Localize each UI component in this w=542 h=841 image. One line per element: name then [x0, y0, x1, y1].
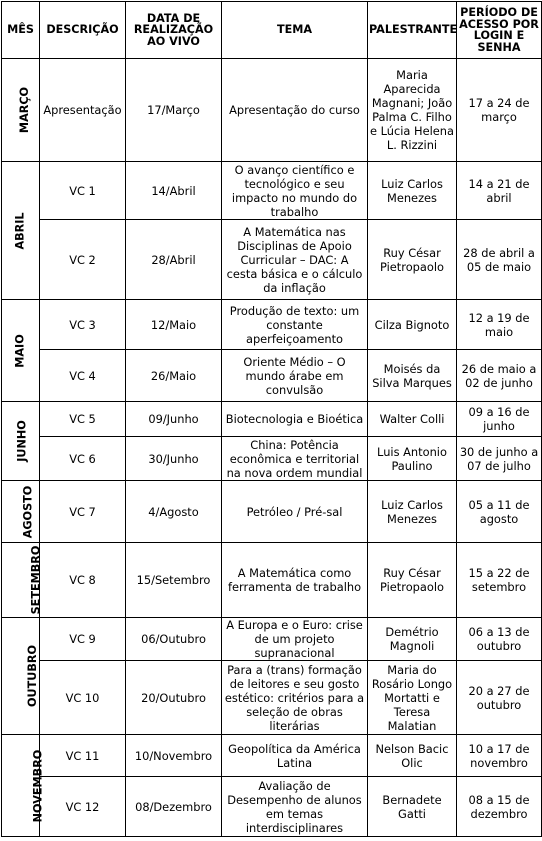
cell-palestrante: Walter Colli [368, 402, 457, 437]
cell-descricao: VC 5 [40, 402, 126, 437]
cell-periodo: 20 a 27 de outubro [457, 661, 542, 735]
cell-tema: China: Potência econômica e territorial na nova ordem mundial [222, 437, 368, 481]
month-label: OUTUBRO [25, 645, 39, 707]
cell-periodo: 28 de abril a 05 de maio [457, 220, 542, 300]
month-label: MARÇO [18, 86, 32, 134]
cell-data: 20/Outubro [126, 661, 222, 735]
cell-periodo: 12 a 19 de maio [457, 300, 542, 350]
cell-descricao: VC 1 [40, 162, 126, 220]
month-cell-abril [2, 162, 40, 300]
header-periodo: PERÍODO DE ACESSO POR LOGIN E SENHA [457, 2, 542, 59]
cell-periodo: 30 de junho a 07 de julho [457, 437, 542, 481]
month-cell-marco [2, 59, 40, 162]
table-row [2, 661, 542, 735]
cell-data: 12/Maio [126, 300, 222, 350]
month-cell-novembro [2, 735, 45, 837]
table-row [2, 777, 542, 837]
cell-descricao: VC 4 [40, 350, 126, 402]
cell-descricao: VC 12 [40, 777, 126, 837]
cell-data: 14/Abril [126, 162, 222, 220]
cell-palestrante: Demétrio Magnoli [368, 618, 457, 661]
cell-tema: Petróleo / Pré-sal [222, 481, 368, 543]
table-row [2, 300, 542, 350]
cell-tema: Para a (trans) formação de leitores e seu gosto estético: critérios para a seleção de obras literárias [222, 661, 368, 735]
month-cell-setembro [2, 543, 43, 618]
cell-periodo: 14 a 21 de abril [457, 162, 542, 220]
table-row [2, 618, 542, 661]
month-label: ABRIL [13, 211, 27, 250]
month-label: AGOSTO [21, 485, 35, 538]
cell-periodo: 10 a 17 de novembro [457, 735, 542, 777]
cell-tema: Biotecnologia e Bioética [222, 402, 368, 437]
cell-periodo: 26 de maio a 02 de junho [457, 350, 542, 402]
cell-descricao: VC 7 [40, 481, 126, 543]
cell-data: 4/Agosto [126, 481, 222, 543]
table-row [2, 162, 542, 220]
cell-palestrante: Moisés da Silva Marques [368, 350, 457, 402]
month-label: JUNHO [15, 420, 29, 462]
month-cell-junho [2, 402, 40, 481]
month-cell-maio [2, 300, 40, 402]
cell-descricao: VC 8 [40, 543, 126, 618]
cell-palestrante: Luis Antonio Paulino [368, 437, 457, 481]
cell-data: 10/Novembro [126, 735, 222, 777]
cell-tema: Avaliação de Desempenho de alunos em temas interdisciplinares [222, 777, 368, 837]
cell-tema: Apresentação do curso [222, 59, 368, 162]
month-cell-outubro [2, 618, 40, 735]
cell-palestrante: Bernadete Gatti [368, 777, 457, 837]
cell-tema: A Europa e o Euro: crise de um projeto supranacional [222, 618, 368, 661]
cell-palestrante: Luiz Carlos Menezes [368, 481, 457, 543]
month-label: MAIO [13, 333, 27, 368]
cell-tema: Oriente Médio – O mundo árabe em convulsão [222, 350, 368, 402]
cell-descricao: VC 11 [40, 735, 126, 777]
month-cell-agosto [2, 481, 40, 543]
cell-periodo: 06 a 13 de outubro [457, 618, 542, 661]
table-row [2, 481, 542, 543]
header-tema: TEMA [222, 2, 368, 59]
cell-data: 28/Abril [126, 220, 222, 300]
cell-periodo: 17 a 24 de março [457, 59, 542, 162]
cell-palestrante: Maria do Rosário Longo Mortatti e Teresa Malatian [368, 661, 457, 735]
cell-descricao: VC 10 [40, 661, 126, 735]
cell-data: 30/Junho [126, 437, 222, 481]
table-row [2, 437, 542, 481]
cell-tema: Geopolítica da América Latina [222, 735, 368, 777]
header-mes: MÊS [2, 2, 40, 59]
cell-palestrante: Luiz Carlos Menezes [368, 162, 457, 220]
cell-data: 09/Junho [126, 402, 222, 437]
cell-palestrante: Ruy César Pietropaolo [368, 543, 457, 618]
cell-tema: A Matemática como ferramenta de trabalho [222, 543, 368, 618]
header-data: DATA DE REALIZAÇÃO AO VIVO [126, 2, 222, 59]
cell-palestrante: Maria Aparecida Magnani; João Palma C. Filho e Lúcia Helena L. Rizzini [368, 59, 457, 162]
cell-palestrante: Cilza Bignoto [368, 300, 457, 350]
header-descricao: DESCRIÇÃO [40, 2, 126, 59]
table-row [2, 543, 542, 618]
cell-descricao: VC 9 [40, 618, 126, 661]
table-row [2, 735, 542, 777]
table-row [2, 350, 542, 402]
header-palestrante: PALESTRANTE [368, 2, 457, 59]
cell-descricao: VC 2 [40, 220, 126, 300]
table-row [2, 59, 542, 162]
cell-tema: O avanço científico e tecnológico e seu impacto no mundo do trabalho [222, 162, 368, 220]
cell-descricao: Apresentação [40, 59, 126, 162]
cell-periodo: 15 a 22 de setembro [457, 543, 542, 618]
header-row [2, 2, 542, 59]
cell-data: 17/Março [126, 59, 222, 162]
table-row [2, 402, 542, 437]
month-label: NOVEMBRO [31, 749, 45, 822]
cell-descricao: VC 6 [40, 437, 126, 481]
cell-periodo: 09 a 16 de junho [457, 402, 542, 437]
cell-data: 08/Dezembro [126, 777, 222, 837]
cell-periodo: 08 a 15 de dezembro [457, 777, 542, 837]
cell-data: 26/Maio [126, 350, 222, 402]
table-row [2, 220, 542, 300]
schedule-table [1, 1, 542, 837]
cell-tema: Produção de texto: um constante aperfeiçoamento [222, 300, 368, 350]
cell-palestrante: Ruy César Pietropaolo [368, 220, 457, 300]
month-label: SETEMBRO [29, 545, 43, 615]
cell-data: 15/Setembro [126, 543, 222, 618]
cell-tema: A Matemática nas Disciplinas de Apoio Curricular – DAC: A cesta básica e o cálculo da inflação [222, 220, 368, 300]
cell-palestrante: Nelson Bacic Olic [368, 735, 457, 777]
cell-periodo: 05 a 11 de agosto [457, 481, 542, 543]
cell-data: 06/Outubro [126, 618, 222, 661]
cell-descricao: VC 3 [40, 300, 126, 350]
